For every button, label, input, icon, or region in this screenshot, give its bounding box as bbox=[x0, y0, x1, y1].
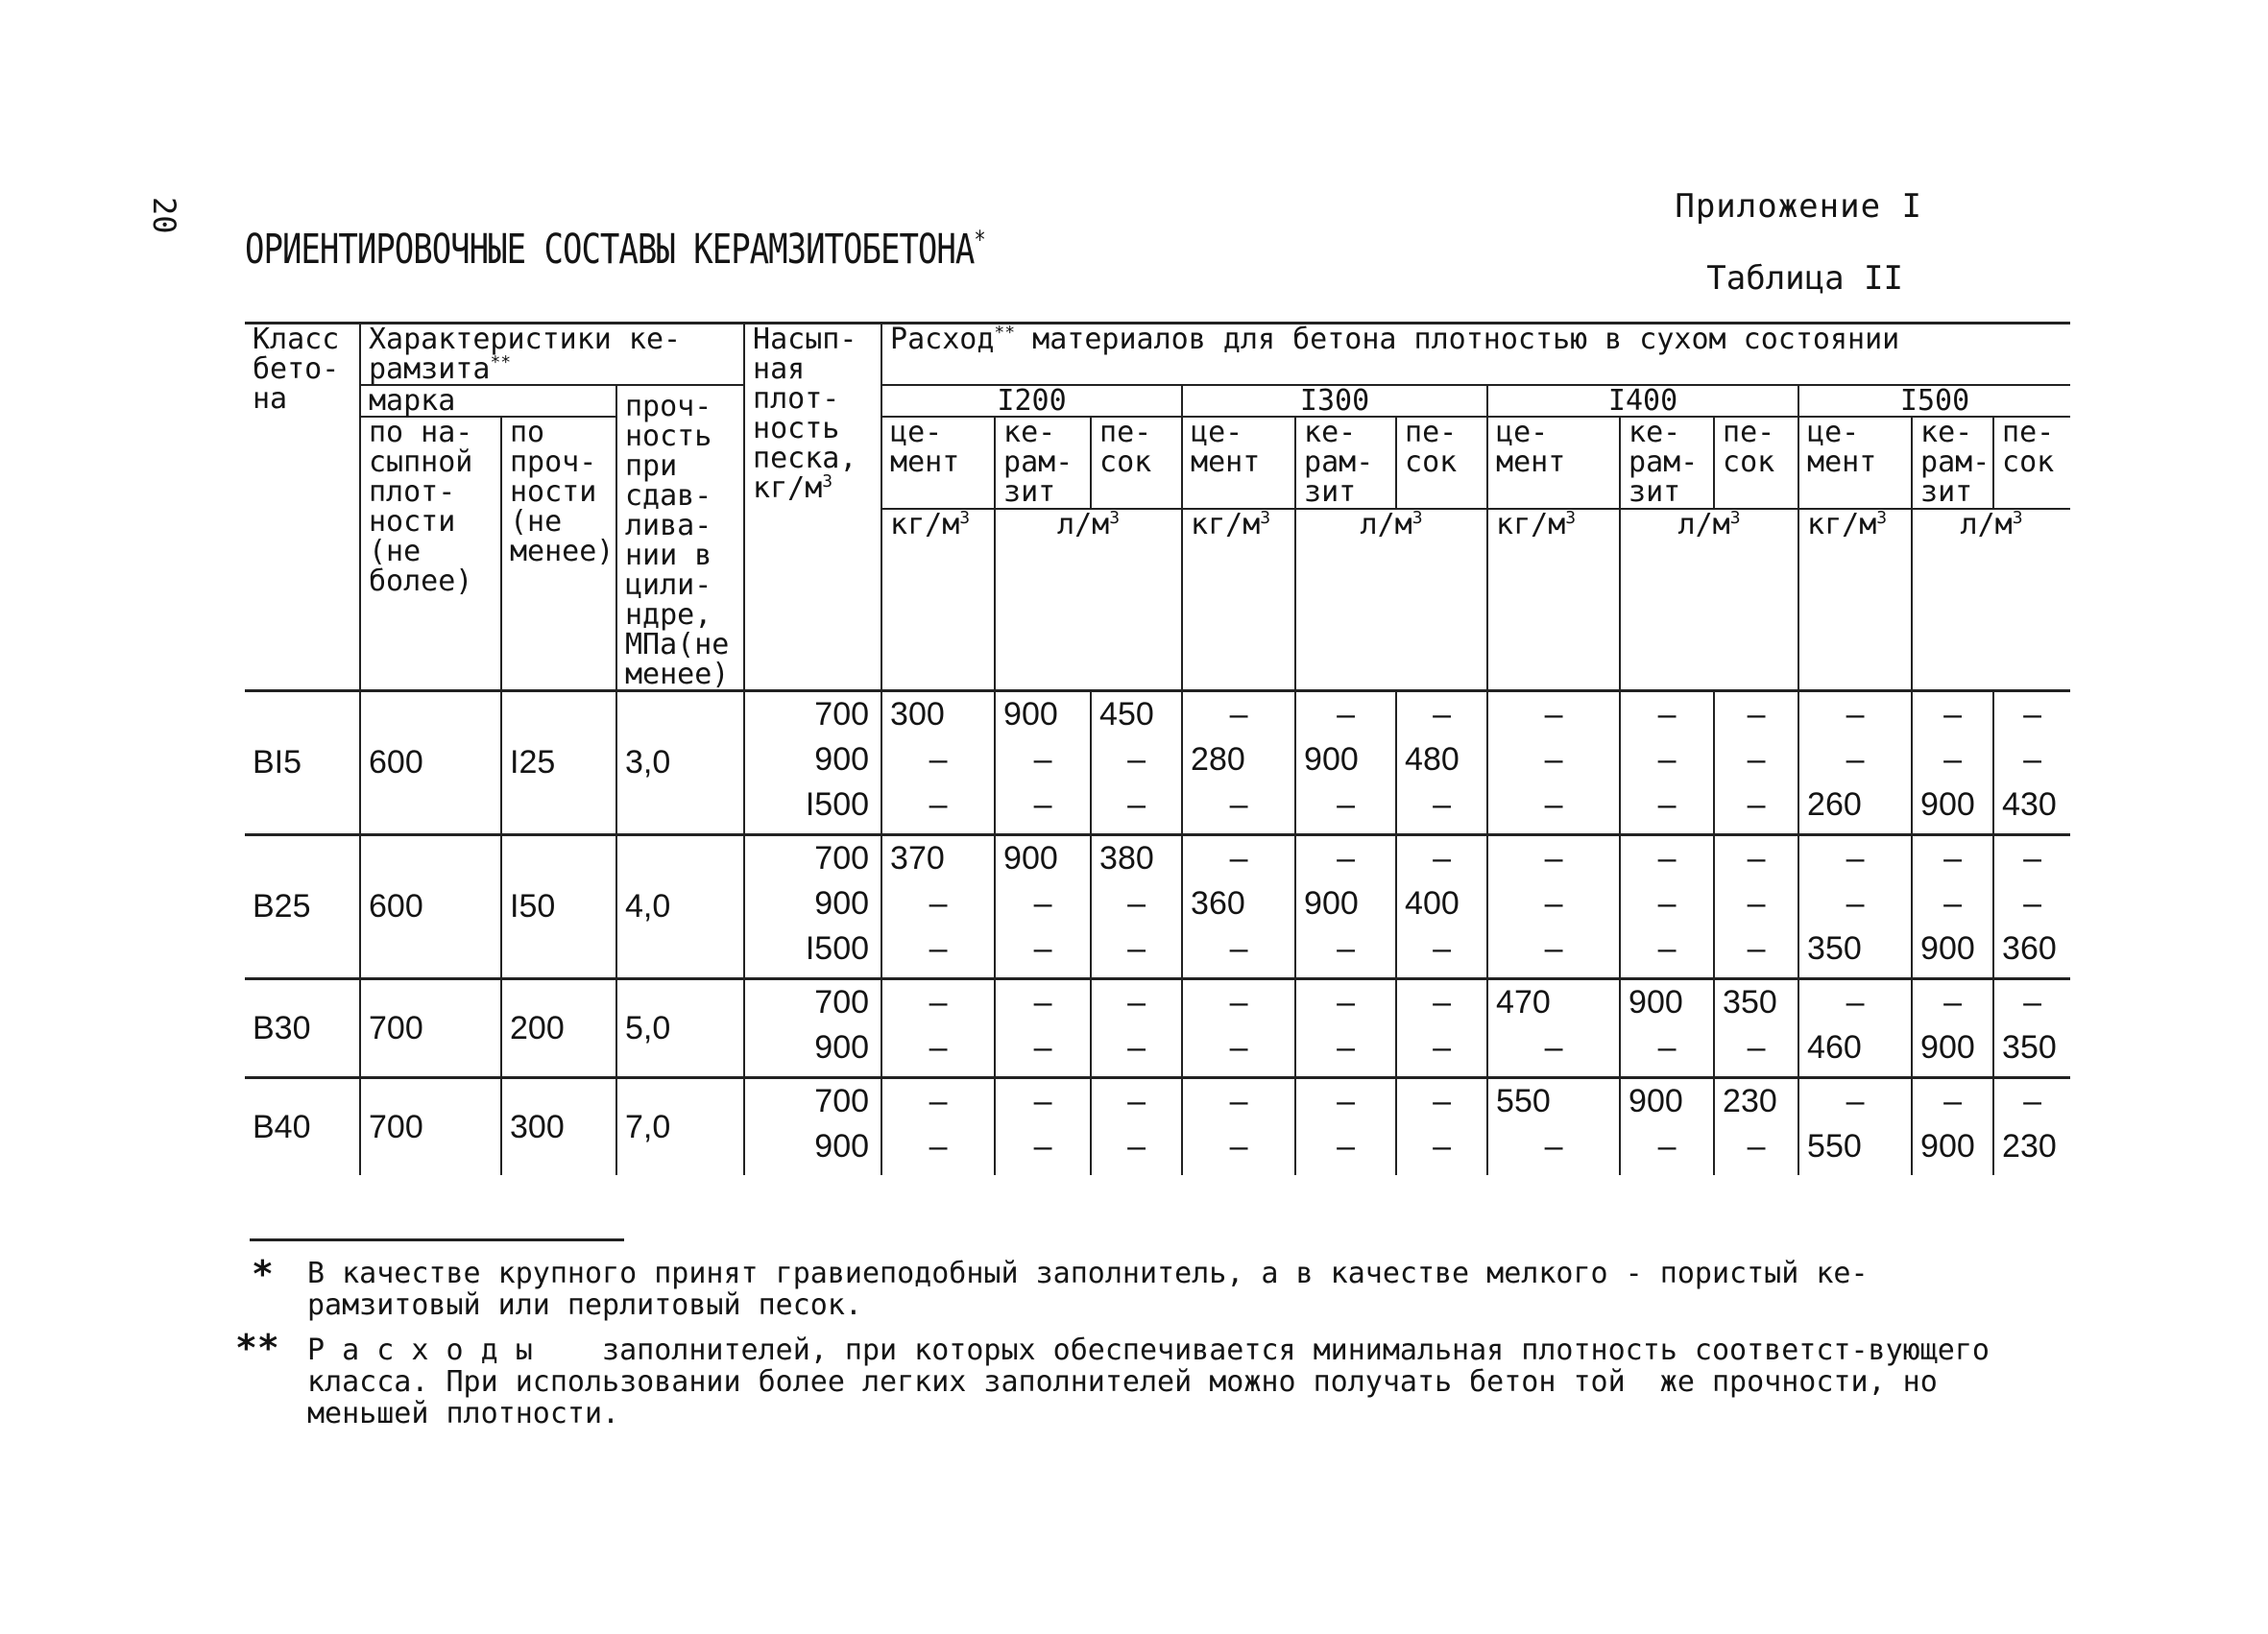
header-keramzit: ке-рам-зит bbox=[1295, 417, 1396, 509]
cell-sand-density: 700 bbox=[744, 691, 881, 738]
cell-value: 350 bbox=[1798, 926, 1912, 979]
footnote-2-text: Р а с х о д ы заполнителей, при которых обеспечивается минимальная плотность соответст-вующего класса. При использовании более легких заполнителей можно получать бетон той же прочности, но меньшей плотности. bbox=[307, 1334, 2008, 1430]
header-density-1300: I300 bbox=[1182, 385, 1487, 417]
cell-value: – bbox=[1487, 835, 1620, 882]
header-sand: пе-сок bbox=[1993, 417, 2070, 509]
header-sand: пе-сок bbox=[1714, 417, 1798, 509]
cell-value: – bbox=[1487, 737, 1620, 782]
header-density-1200: I200 bbox=[881, 385, 1182, 417]
cell-value: 550 bbox=[1487, 1078, 1620, 1125]
cell-value: 900 bbox=[1620, 979, 1714, 1026]
cell-class: B40 bbox=[245, 1078, 360, 1176]
cell-value: 300 bbox=[881, 691, 995, 738]
cell-value: 280 bbox=[1182, 737, 1295, 782]
footnote-1-mark bbox=[252, 1253, 274, 1295]
cell-value: – bbox=[1182, 782, 1295, 835]
cell-value: 480 bbox=[1396, 737, 1487, 782]
cell-value: – bbox=[881, 1025, 995, 1078]
cell-value: 350 bbox=[1714, 979, 1798, 1026]
cell-class: B30 bbox=[245, 979, 360, 1078]
cell-value: – bbox=[1798, 1078, 1912, 1125]
cell-value: – bbox=[1487, 1025, 1620, 1078]
header-sand-density-sup: 3 bbox=[822, 471, 833, 492]
cell-value: 230 bbox=[1993, 1124, 2070, 1175]
cell-value: – bbox=[1396, 1025, 1487, 1078]
cell-value: – bbox=[1182, 1025, 1295, 1078]
cell-value: – bbox=[1714, 737, 1798, 782]
cell-value: – bbox=[1487, 926, 1620, 979]
unit-l bbox=[995, 509, 1182, 691]
cell-value: – bbox=[881, 979, 995, 1026]
unit-l-text: л/м bbox=[1960, 507, 2013, 541]
unit-l-text: л/м bbox=[1677, 507, 1730, 541]
cell-value: – bbox=[1993, 1078, 2070, 1125]
cell-value: – bbox=[995, 979, 1091, 1026]
cell-value: – bbox=[1295, 835, 1396, 882]
cell-value: – bbox=[1993, 691, 2070, 738]
cell-value: – bbox=[1182, 1078, 1295, 1125]
cell-value: – bbox=[881, 926, 995, 979]
cell-value: 900 bbox=[1912, 1025, 1993, 1078]
cell-value: – bbox=[1295, 782, 1396, 835]
cell-value: – bbox=[995, 1025, 1091, 1078]
cell-value: 450 bbox=[1091, 691, 1182, 738]
table-row bbox=[245, 979, 2070, 1026]
cell-value: 900 bbox=[1620, 1078, 1714, 1125]
cell-value: – bbox=[1487, 1124, 1620, 1175]
cell-value: – bbox=[1182, 835, 1295, 882]
cell-value: – bbox=[995, 782, 1091, 835]
header-sand: пе-сок bbox=[1396, 417, 1487, 509]
cell-value: – bbox=[1487, 782, 1620, 835]
cell-sand-density: 900 bbox=[744, 737, 881, 782]
cell-value: – bbox=[881, 1078, 995, 1125]
unit-sup: 3 bbox=[2012, 507, 2023, 528]
header-density-1500: I500 bbox=[1798, 385, 2070, 417]
unit-kg bbox=[881, 509, 995, 691]
cell-strength: 7,0 bbox=[616, 1078, 744, 1176]
footnote-separator bbox=[250, 1238, 624, 1241]
cell-value: 370 bbox=[881, 835, 995, 882]
header-consumption-rest: материалов для бетона плотностью в сухом состоянии bbox=[1015, 323, 1900, 356]
cell-value: – bbox=[1182, 926, 1295, 979]
cell-mark-strength: I25 bbox=[501, 691, 616, 835]
cell-mark-strength: I50 bbox=[501, 835, 616, 979]
cell-mark-strength: 300 bbox=[501, 1078, 616, 1176]
cell-value: 900 bbox=[1295, 737, 1396, 782]
header-sand: пе-сок bbox=[1091, 417, 1182, 509]
cell-value: 470 bbox=[1487, 979, 1620, 1026]
unit-sup: 3 bbox=[959, 507, 971, 528]
title-footnote-mark: * bbox=[974, 225, 985, 254]
cell-value: – bbox=[1091, 881, 1182, 926]
unit-kg-text: кг/м bbox=[890, 507, 960, 541]
cell-value: – bbox=[1912, 881, 1993, 926]
cell-value: – bbox=[1396, 691, 1487, 738]
cell-value: – bbox=[1396, 1078, 1487, 1125]
unit-sup: 3 bbox=[1260, 507, 1271, 528]
cell-value: – bbox=[1993, 737, 2070, 782]
header-consumption-mark: ** bbox=[994, 323, 1016, 343]
cell-value: – bbox=[1620, 1025, 1714, 1078]
unit-l bbox=[1912, 509, 2070, 691]
cell-value: – bbox=[1993, 979, 2070, 1026]
header-density-1400: I400 bbox=[1487, 385, 1798, 417]
cell-sand-density: 900 bbox=[744, 1025, 881, 1078]
cell-value: – bbox=[995, 1124, 1091, 1175]
cell-value: – bbox=[1295, 1124, 1396, 1175]
cell-strength: 5,0 bbox=[616, 979, 744, 1078]
cell-value: – bbox=[1295, 1025, 1396, 1078]
cell-value: – bbox=[1182, 1124, 1295, 1175]
cell-value: – bbox=[1620, 737, 1714, 782]
unit-kg bbox=[1487, 509, 1620, 691]
cell-value: – bbox=[1714, 926, 1798, 979]
cell-value: – bbox=[1714, 881, 1798, 926]
cell-class: B25 bbox=[245, 835, 360, 979]
cell-value: – bbox=[1620, 1124, 1714, 1175]
table-body bbox=[245, 691, 2070, 1176]
cell-value: – bbox=[881, 737, 995, 782]
cell-value: – bbox=[1091, 782, 1182, 835]
cell-value: 900 bbox=[1912, 782, 1993, 835]
cell-value: 900 bbox=[1295, 881, 1396, 926]
cell-sand-density: 700 bbox=[744, 979, 881, 1026]
cell-value: – bbox=[1487, 691, 1620, 738]
cell-value: 400 bbox=[1396, 881, 1487, 926]
cell-value: 360 bbox=[1182, 881, 1295, 926]
cell-value: – bbox=[1295, 979, 1396, 1026]
cell-value: – bbox=[1798, 691, 1912, 738]
title-text: ОРИЕНТИРОВОЧНЫЕ СОСТАВЫ КЕРАМЗИТОБЕТОНА bbox=[245, 226, 975, 274]
cell-value: – bbox=[1798, 881, 1912, 926]
cell-value: 550 bbox=[1798, 1124, 1912, 1175]
cell-value: – bbox=[1912, 835, 1993, 882]
cell-value: 900 bbox=[995, 691, 1091, 738]
header-consumption-prefix: Расход bbox=[890, 323, 995, 356]
cell-value: 380 bbox=[1091, 835, 1182, 882]
cell-value: – bbox=[1620, 926, 1714, 979]
cell-value: 360 bbox=[1993, 926, 2070, 979]
cell-value: – bbox=[1798, 737, 1912, 782]
header-keramzit: ке-рам-зит bbox=[995, 417, 1091, 509]
cell-value: – bbox=[1396, 835, 1487, 882]
cell-value: 230 bbox=[1714, 1078, 1798, 1125]
cell-value: – bbox=[1091, 1124, 1182, 1175]
header-keramzit: ке-рам-зит bbox=[1912, 417, 1993, 509]
table-row bbox=[245, 1078, 2070, 1125]
unit-sup: 3 bbox=[1729, 507, 1741, 528]
unit-l bbox=[1295, 509, 1487, 691]
unit-kg-text: кг/м bbox=[1191, 507, 1261, 541]
unit-sup: 3 bbox=[1109, 507, 1121, 528]
header-keramzit: ке-рам-зит bbox=[1620, 417, 1714, 509]
cell-value: – bbox=[1912, 979, 1993, 1026]
cell-value: – bbox=[1091, 1025, 1182, 1078]
cell-value: – bbox=[1798, 979, 1912, 1026]
cell-value: – bbox=[1091, 737, 1182, 782]
cell-mark-density: 700 bbox=[360, 979, 501, 1078]
cell-sand-density: 900 bbox=[744, 1124, 881, 1175]
unit-l bbox=[1620, 509, 1798, 691]
cell-value: – bbox=[1182, 979, 1295, 1026]
footnote-1-mark-text: * bbox=[252, 1253, 274, 1295]
cell-value: – bbox=[1912, 1078, 1993, 1125]
unit-kg bbox=[1798, 509, 1912, 691]
cell-value: – bbox=[995, 926, 1091, 979]
header-class: Класс бето-на bbox=[245, 324, 360, 691]
cell-value: – bbox=[1396, 1124, 1487, 1175]
cell-value: – bbox=[1620, 782, 1714, 835]
unit-sup: 3 bbox=[1876, 507, 1888, 528]
cell-sand-density: 900 bbox=[744, 881, 881, 926]
table-row bbox=[245, 835, 2070, 882]
cell-value: – bbox=[1620, 881, 1714, 926]
footnote-2-mark bbox=[235, 1327, 279, 1369]
header-cement: це-мент bbox=[1487, 417, 1620, 509]
cell-value: 900 bbox=[995, 835, 1091, 882]
cell-mark-strength: 200 bbox=[501, 979, 616, 1078]
unit-sup: 3 bbox=[1411, 507, 1423, 528]
cell-mark-density: 600 bbox=[360, 835, 501, 979]
cell-value: – bbox=[1620, 691, 1714, 738]
table-number: Таблица II bbox=[1706, 259, 1903, 298]
cell-value: 260 bbox=[1798, 782, 1912, 835]
cell-sand-density: I500 bbox=[744, 782, 881, 835]
cell-value: – bbox=[881, 881, 995, 926]
header-consumption bbox=[881, 324, 2070, 386]
cell-value: – bbox=[1993, 881, 2070, 926]
cell-value: – bbox=[1798, 835, 1912, 882]
header-keramzit-mark: ** bbox=[490, 352, 512, 372]
cell-value: 350 bbox=[1993, 1025, 2070, 1078]
cell-mark-density: 600 bbox=[360, 691, 501, 835]
cell-value: – bbox=[1620, 835, 1714, 882]
cell-value: 900 bbox=[1912, 926, 1993, 979]
cell-value: – bbox=[1182, 691, 1295, 738]
page-number: 20 bbox=[146, 197, 182, 234]
cell-value: – bbox=[1091, 979, 1182, 1026]
cell-value: – bbox=[1091, 926, 1182, 979]
header-cement: це-мент bbox=[1798, 417, 1912, 509]
cell-value: – bbox=[881, 1124, 995, 1175]
header-sand-density bbox=[744, 324, 881, 691]
cell-value: – bbox=[1714, 1124, 1798, 1175]
header-mark-by-density: по на-сыпной плот-ности (не более) bbox=[360, 417, 501, 691]
cell-value: – bbox=[1295, 691, 1396, 738]
cell-strength: 3,0 bbox=[616, 691, 744, 835]
footnote-1-text: В качестве крупного принят гравиеподобный заполнитель, а в качестве мелкого - пористый ке-рамзитовый или перлитовый песок. bbox=[307, 1257, 1869, 1322]
cell-value: – bbox=[1091, 1078, 1182, 1125]
header-mark: марка bbox=[360, 385, 616, 417]
cell-value: – bbox=[1714, 691, 1798, 738]
cell-value: – bbox=[1714, 835, 1798, 882]
table-header bbox=[245, 324, 2070, 691]
header-keramzit-characteristics bbox=[360, 324, 744, 386]
header-sand-density-text: Насып-ная плот-ность песка, кг/м bbox=[753, 323, 857, 505]
cell-value: – bbox=[995, 737, 1091, 782]
cell-sand-density: 700 bbox=[744, 1078, 881, 1125]
cell-class: BI5 bbox=[245, 691, 360, 835]
header-cement: це-мент bbox=[881, 417, 995, 509]
header-cement: це-мент bbox=[1182, 417, 1295, 509]
header-keramzit-text: Характеристики ке-рамзита bbox=[369, 323, 682, 386]
cell-value: – bbox=[1714, 1025, 1798, 1078]
unit-kg-text: кг/м bbox=[1807, 507, 1877, 541]
document-title bbox=[245, 226, 985, 274]
cell-strength: 4,0 bbox=[616, 835, 744, 979]
footnote-2-mark-text: ** bbox=[235, 1327, 279, 1369]
cell-value: – bbox=[1912, 691, 1993, 738]
cell-sand-density: 700 bbox=[744, 835, 881, 882]
unit-l-text: л/м bbox=[1057, 507, 1110, 541]
cell-value: 430 bbox=[1993, 782, 2070, 835]
cell-value: – bbox=[881, 782, 995, 835]
table-row bbox=[245, 691, 2070, 738]
cell-sand-density: I500 bbox=[744, 926, 881, 979]
cell-mark-density: 700 bbox=[360, 1078, 501, 1176]
cell-value: 900 bbox=[1912, 1124, 1993, 1175]
appendix-label: Приложение I bbox=[1675, 187, 1922, 226]
unit-sup: 3 bbox=[1565, 507, 1577, 528]
header-crush-strength: проч-ность при сдав-лива-нии в цили-ндре, МПа(не менее) bbox=[616, 385, 744, 691]
cell-value: – bbox=[1396, 979, 1487, 1026]
unit-kg bbox=[1182, 509, 1295, 691]
cell-value: – bbox=[1396, 926, 1487, 979]
cell-value: – bbox=[1993, 835, 2070, 882]
unit-kg-text: кг/м bbox=[1496, 507, 1566, 541]
cell-value: – bbox=[1295, 1078, 1396, 1125]
cell-value: – bbox=[995, 881, 1091, 926]
header-mark-by-strength: по проч-ности (не менее) bbox=[501, 417, 616, 691]
unit-l-text: л/м bbox=[1360, 507, 1412, 541]
cell-value: – bbox=[1912, 737, 1993, 782]
cell-value: – bbox=[1295, 926, 1396, 979]
cell-value: – bbox=[1714, 782, 1798, 835]
cell-value: 460 bbox=[1798, 1025, 1912, 1078]
composition-table bbox=[245, 322, 2070, 1175]
cell-value: – bbox=[1396, 782, 1487, 835]
cell-value: – bbox=[995, 1078, 1091, 1125]
cell-value: – bbox=[1487, 881, 1620, 926]
